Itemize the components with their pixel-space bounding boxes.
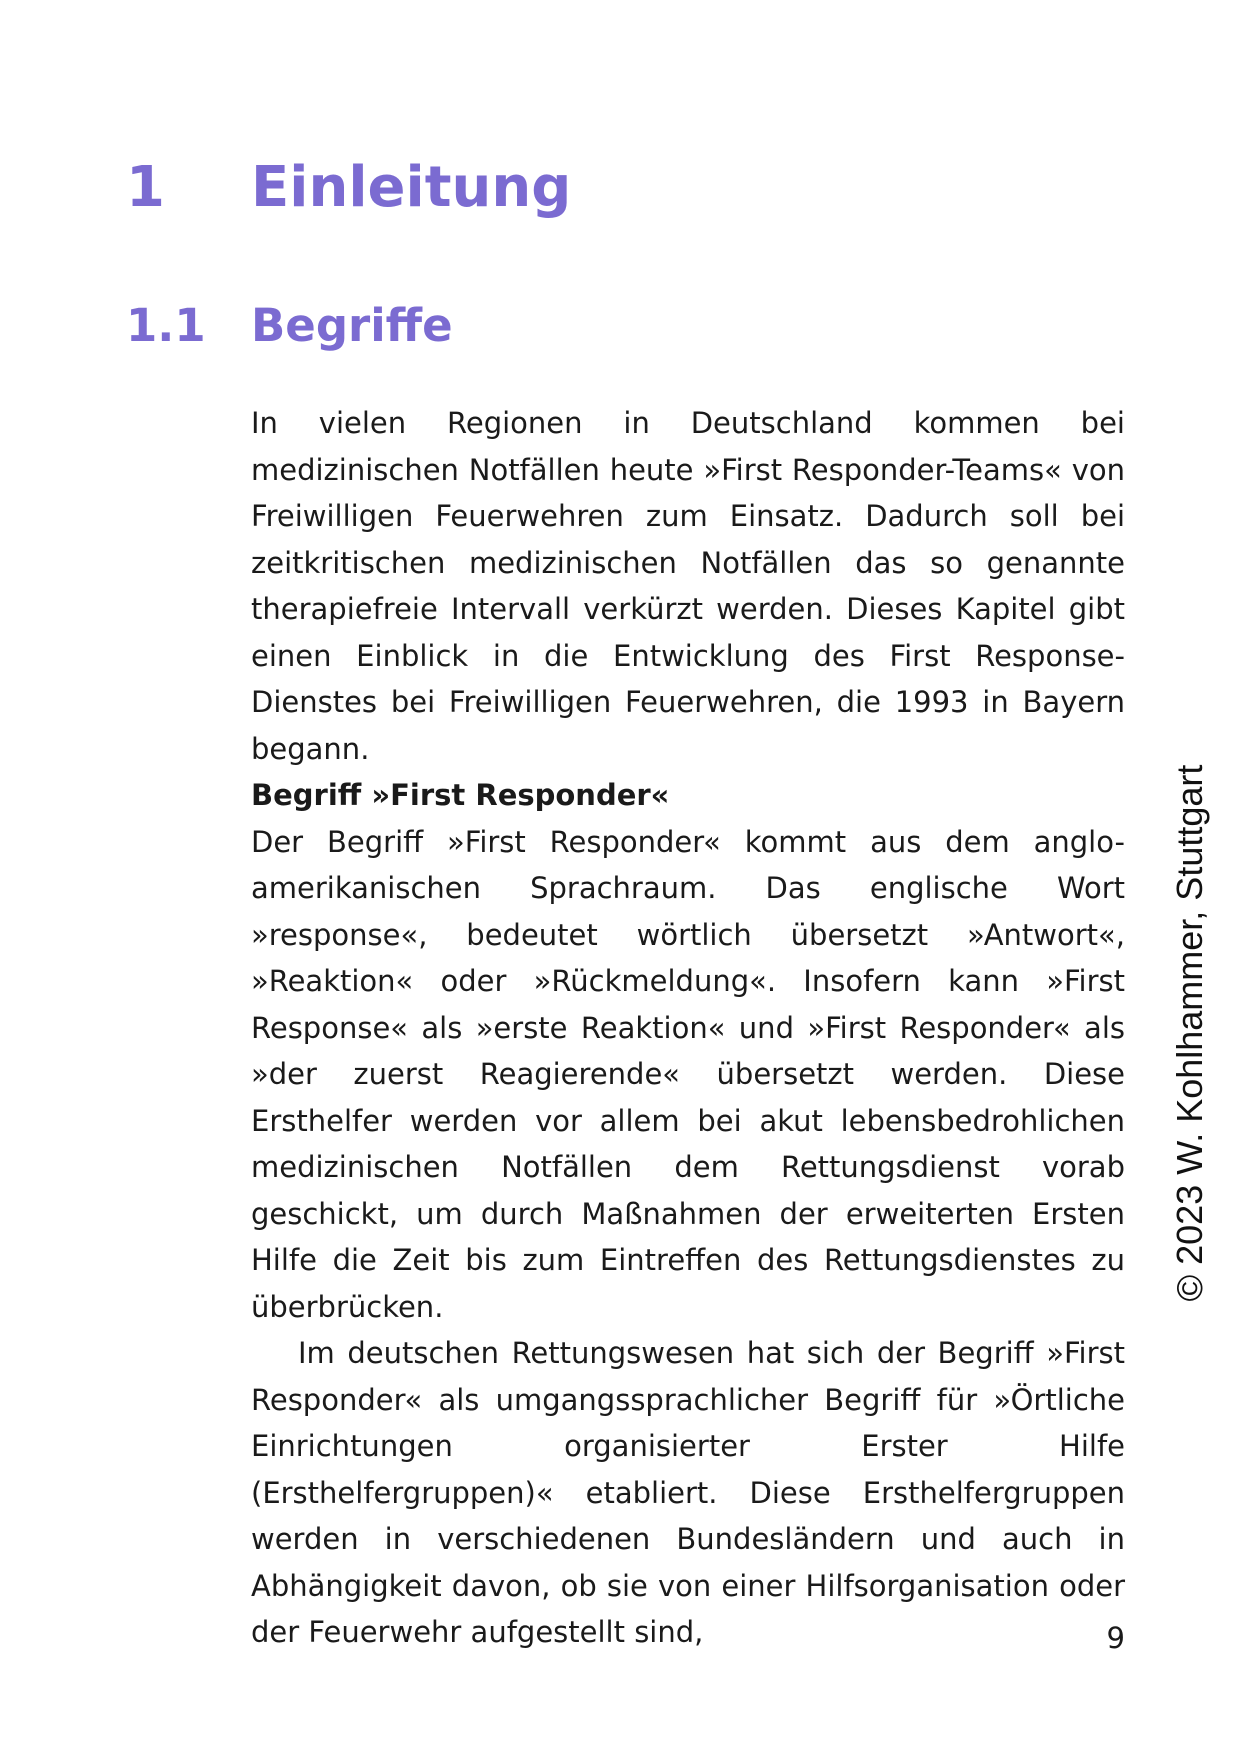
- subsection-paragraph-1: Der Begriff »First Responder« kommt aus dem anglo-amerikanischen Sprachraum. Das englische Wort »response«, bedeutet wörtlich übersetzt »Antwort«, »Reaktion« oder »Rückmeldung«. Insofern kann »First Response« als »erste Reaktion« und »First Responder« als »der zuerst Reagierende« übersetzt werden. Diese Ersthelfer werden vor allem bei akut lebensbedrohlichen medizinischen Notfällen dem Rettungsdienst vorab geschickt, um durch Maßnahmen der erweiterten Ersten Hilfe die Zeit bis zum Eintreffen des Rettungsdienstes zu überbrücken.: [251, 824, 1125, 1324]
- intro-paragraph: In vielen Regionen in Deutschland kommen bei medizinischen Notfällen heute »First Responder-Teams« von Freiwilligen Feuerwehren zum Einsatz. Dadurch soll bei zeitkritischen medizinischen Notfällen das so genannte therapiefreie Intervall verkürzt werden. Dieses Kapitel gibt einen Einblick in die Entwicklung des First Response-Dienstes bei Freiwilligen Feuerwehren, die 1993 in Bayern begann.: [251, 406, 1125, 766]
- section-title: Begriffe: [251, 299, 453, 352]
- copyright-notice: © 2023 W. Kohlhammer, Stuttgart: [1169, 764, 1210, 1302]
- section-heading: [126, 296, 453, 356]
- chapter-heading: [126, 152, 571, 224]
- section-number: 1.1: [126, 299, 206, 352]
- chapter-title: Einleitung: [251, 155, 572, 220]
- intro-text-block: [251, 400, 1125, 772]
- subsection-heading: Begriff »First Responder«: [251, 778, 670, 812]
- subsection-paragraph-2: Im deutschen Rettungswesen hat sich der Begriff »First Responder« als umgangssprachlicher Begriff für »Örtliche Einrichtungen organisierter Erster Hilfe (Ersthelfergruppen)« etabliert. Diese Ersthelfergruppen werden in verschiedenen Bundesländern und auch in Abhängigkeit davon, ob sie von einer Hilfsorganisation oder der Feuerwehr aufgestellt sind,: [251, 1336, 1125, 1649]
- subsection-block: [251, 772, 1125, 1656]
- chapter-number: 1: [126, 155, 165, 220]
- page-number: 9: [1106, 1621, 1125, 1655]
